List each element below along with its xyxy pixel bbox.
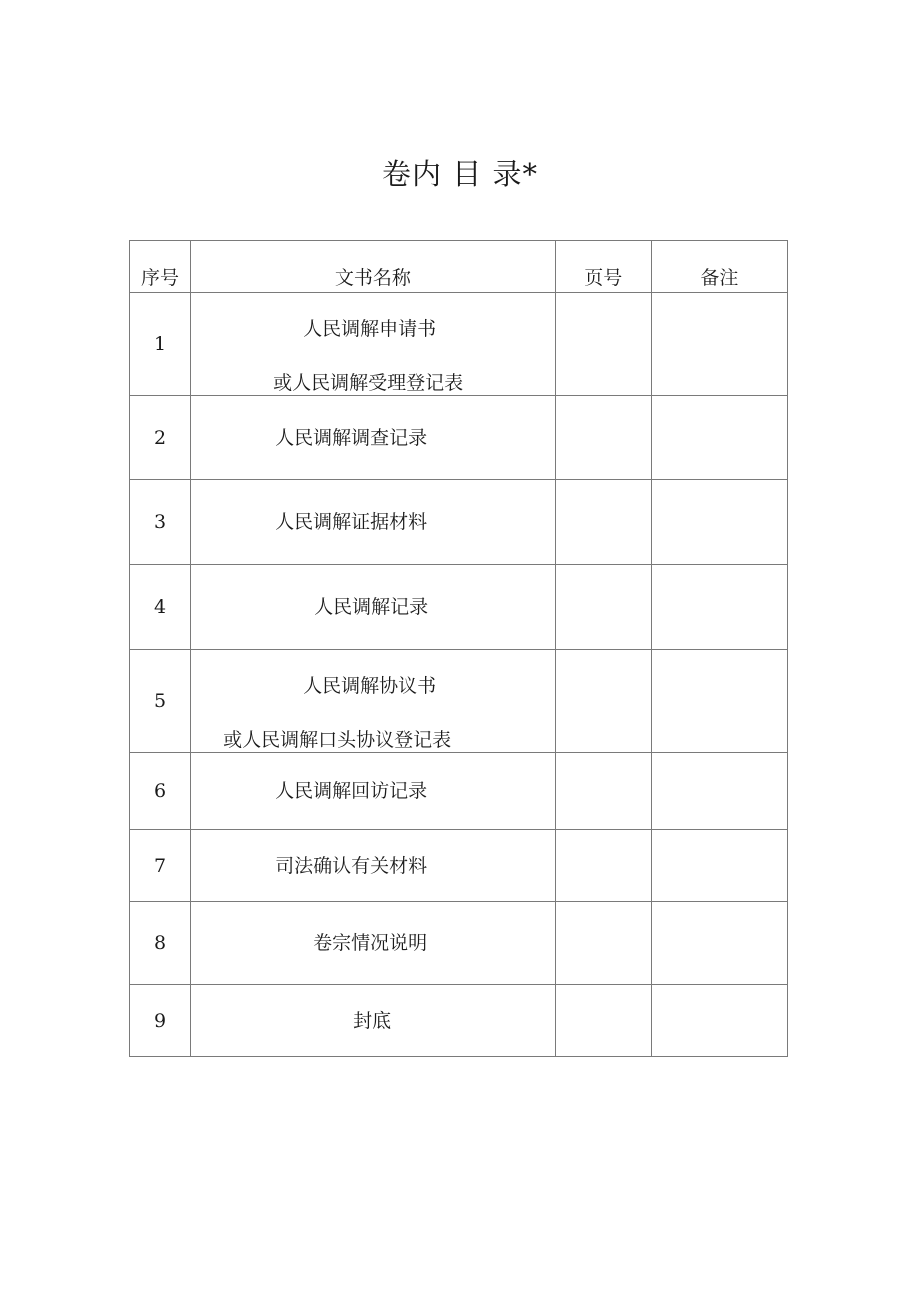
header-page-label: 页号: [584, 267, 623, 289]
row-name-line: 人民调解证据材料: [275, 511, 428, 533]
row-seq: 1: [130, 293, 191, 396]
row-name-line: 人民调解回访记录: [275, 780, 428, 802]
row-name-line: 人民调解记录: [314, 596, 429, 618]
row-name: [191, 396, 556, 480]
row-note: [651, 650, 787, 753]
row-page: [555, 293, 651, 396]
row-name-line: 人民调解调查记录: [275, 427, 428, 449]
row-name-line: 或人民调解受理登记表: [273, 372, 464, 394]
row-page: [555, 396, 651, 480]
table-row: [130, 650, 788, 753]
row-name-line: 封底: [353, 1010, 392, 1032]
row-page: [555, 985, 651, 1057]
row-name: [191, 565, 556, 650]
row-note: [651, 985, 787, 1057]
row-seq: 9: [130, 985, 191, 1057]
header-name: [191, 241, 556, 293]
contents-table: [129, 240, 788, 1057]
row-page: [555, 565, 651, 650]
table-row: [130, 985, 788, 1057]
row-note: [651, 753, 787, 830]
row-seq: 2: [130, 396, 191, 480]
table-row: [130, 753, 788, 830]
row-note: [651, 480, 787, 565]
row-page: [555, 830, 651, 902]
table-row: [130, 830, 788, 902]
row-page: [555, 753, 651, 830]
row-name: [191, 902, 556, 985]
row-name-line: 或人民调解口头协议登记表: [223, 729, 452, 751]
header-name-label: 文书名称: [334, 267, 411, 289]
row-name-line: 司法确认有关材料: [275, 855, 428, 877]
table-row: [130, 565, 788, 650]
row-page: [555, 650, 651, 753]
row-note: [651, 293, 787, 396]
table-row: [130, 902, 788, 985]
row-seq: 3: [130, 480, 191, 565]
header-seq-label: 序号: [141, 267, 180, 289]
header-seq: [130, 241, 191, 293]
row-seq: 5: [130, 650, 191, 753]
row-page: [555, 902, 651, 985]
row-seq: 8: [130, 902, 191, 985]
row-name-line: 卷宗情况说明: [313, 932, 428, 954]
row-name: [191, 753, 556, 830]
header-page: [555, 241, 651, 293]
row-name: [191, 480, 556, 565]
header-note-label: 备注: [700, 267, 739, 289]
row-seq: 6: [130, 753, 191, 830]
row-name: [191, 650, 556, 753]
page-title: 卷内 目 录*: [382, 157, 538, 191]
row-seq: 4: [130, 565, 191, 650]
table-row: [130, 396, 788, 480]
table-header-row: [130, 241, 788, 293]
header-note: [651, 241, 787, 293]
row-note: [651, 396, 787, 480]
row-name: [191, 985, 556, 1057]
row-page: [555, 480, 651, 565]
row-name: [191, 830, 556, 902]
table-row: [130, 293, 788, 396]
row-note: [651, 902, 787, 985]
row-name: [191, 293, 556, 396]
row-seq: 7: [130, 830, 191, 902]
row-note: [651, 565, 787, 650]
table-row: [130, 480, 788, 565]
row-name-line: 人民调解申请书: [303, 318, 437, 340]
row-name-line: 人民调解协议书: [303, 675, 437, 697]
row-note: [651, 830, 787, 902]
